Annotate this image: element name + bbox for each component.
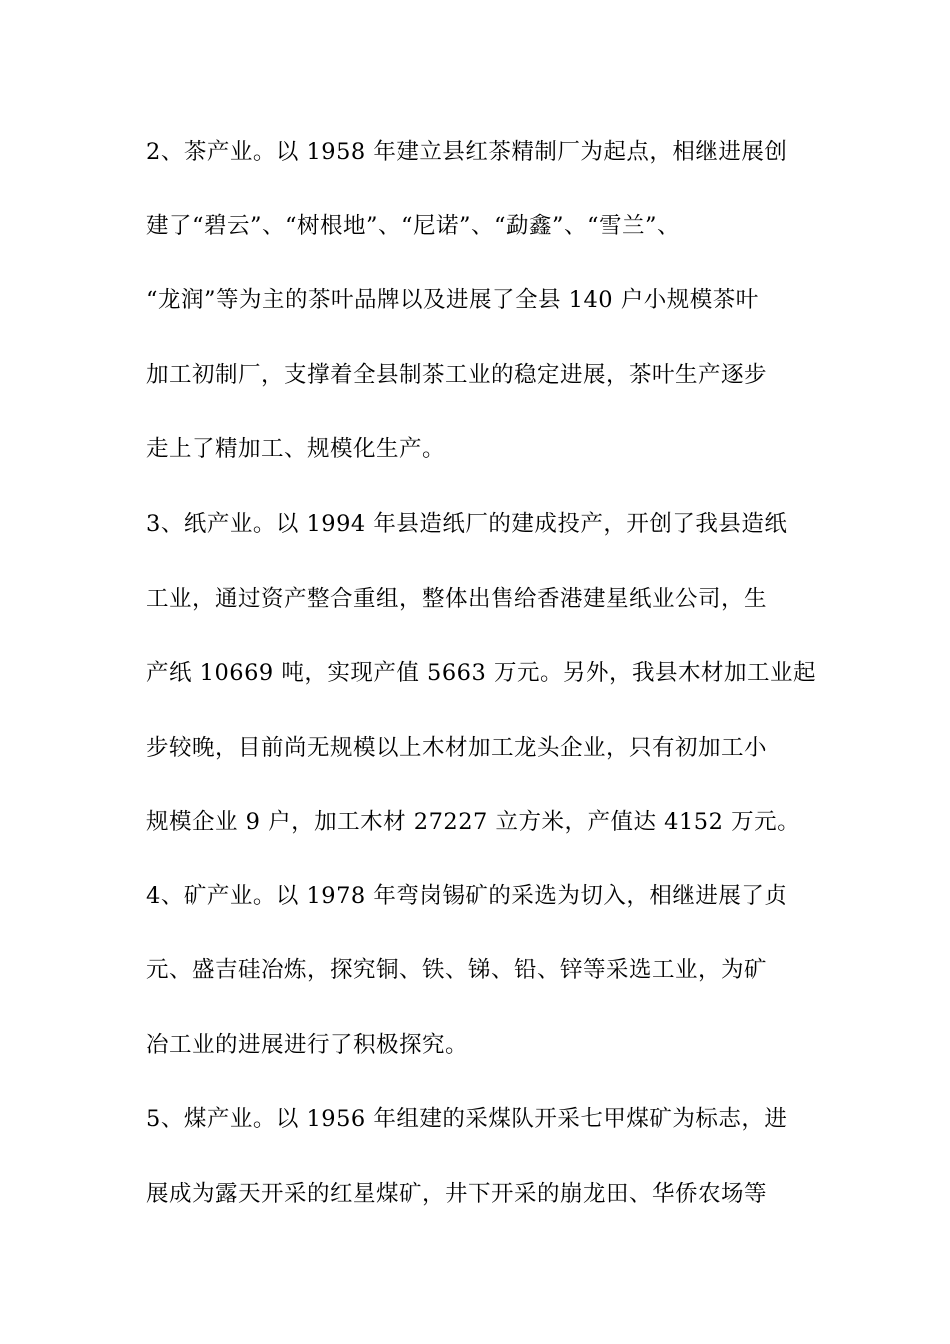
text-line-14: 5、煤产业。以 1956 年组建的采煤队开采七甲煤矿为标志，进 — [146, 1106, 788, 1132]
text-line-15: 展成为露天开采的红星煤矿，井下开采的崩龙田、华侨农场等 — [146, 1181, 768, 1207]
text-line-9: 步较晚，目前尚无规模以上木材加工龙头企业，只有初加工小 — [146, 735, 768, 761]
text-line-12: 元、盛吉硅冶炼，探究铜、铁、锑、铅、锌等采选工业，为矿 — [146, 957, 768, 983]
text-line-4: 加工初制厂，支撑着全县制茶工业的稳定进展，茶叶生产逐步 — [146, 362, 768, 388]
text-line-3: “龙润”等为主的茶叶品牌以及进展了全县 140 户小规模茶叶 — [146, 287, 759, 313]
text-line-5: 走上了精加工、规模化生产。 — [146, 436, 446, 462]
text-line-7: 工业，通过资产整合重组，整体出售给香港建星纸业公司，生 — [146, 586, 768, 612]
text-line-1: 2、茶产业。以 1958 年建立县红茶精制厂为起点，相继进展创 — [146, 139, 788, 165]
text-line-11: 4、矿产业。以 1978 年弯岗锡矿的采选为切入，相继进展了贞 — [146, 883, 788, 909]
text-line-10: 规模企业 9 户，加工木材 27227 立方米，产值达 4152 万元。 — [146, 809, 801, 835]
text-line-13: 冶工业的进展进行了积极探究。 — [146, 1032, 469, 1058]
text-line-8: 产纸 10669 吨，实现产值 5663 万元。另外，我县木材加工业起 — [146, 660, 816, 686]
text-line-6: 3、纸产业。以 1994 年县造纸厂的建成投产，开创了我县造纸 — [146, 511, 788, 537]
text-line-2: 建了“碧云”、“树根地”、“尼诺”、“勐鑫”、“雪兰”、 — [146, 213, 681, 239]
